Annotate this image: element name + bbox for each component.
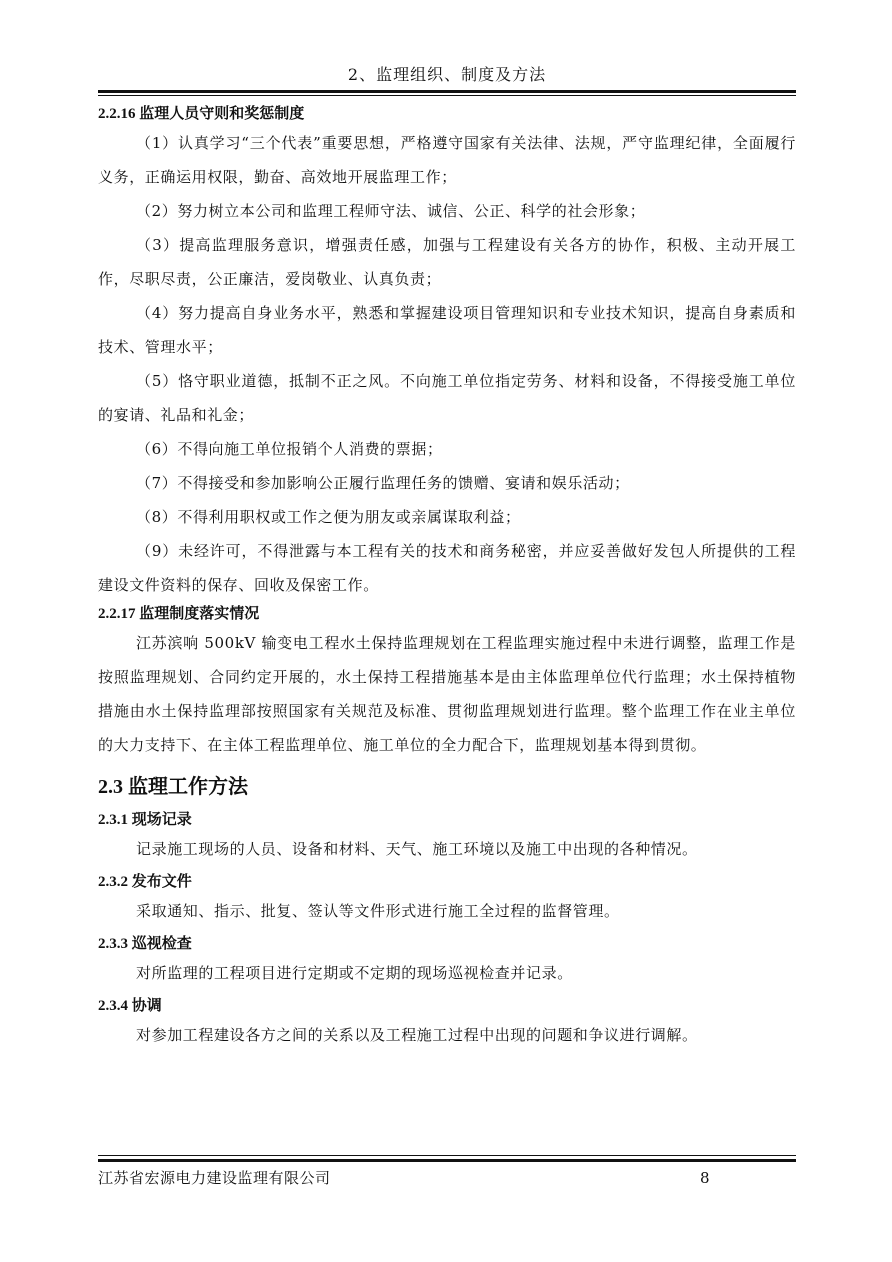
footer-page-number: 8 [700,1169,710,1187]
footer-rule-thick [98,1159,796,1162]
section-heading-2-3: 2.3 监理工作方法 [98,776,248,798]
section-heading-2-3-3: 2.3.3 巡视检查 [98,936,192,952]
header-rule-thick [98,90,796,93]
section-heading-2-3-2: 2.3.2 发布文件 [98,874,192,890]
list-item: （9）未经许可，不得泄露与本工程有关的技术和商务秘密，并应妥善做好发包人所提供的工程建设文件资料的保存、回收及保密工作。 [98,542,796,594]
section-heading-2-3-1: 2.3.1 现场记录 [98,812,192,828]
section-body-2-3-1: 记录施工现场的人员、设备和材料、天气、施工环境以及施工中出现的各种情况。 [136,840,698,858]
section-heading-2-2-16: 2.2.16 监理人员守则和奖惩制度 [98,106,305,122]
list-item: （2）努力树立本公司和监理工程师守法、诚信、公正、科学的社会形象； [136,202,646,220]
list-item: （7）不得接受和参加影响公正履行监理任务的馈赠、宴请和娱乐活动； [136,474,630,492]
footer-company-name: 江苏省宏源电力建设监理有限公司 [98,1169,331,1187]
section-body-2-3-2: 采取通知、指示、批复、签认等文件形式进行施工全过程的监督管理。 [136,902,620,920]
list-item: （1）认真学习“三个代表”重要思想，严格遵守国家有关法律、法规，严守监理纪律，全面履行义务，正确运用权限，勤奋、高效地开展监理工作； [98,134,796,186]
header-rule-thin [98,95,796,96]
list-item: （3）提高监理服务意识，增强责任感，加强与工程建设有关各方的协作，积极、主动开展工作，尽职尽责，公正廉洁，爱岗敬业、认真负责； [98,236,796,288]
page-content [98,102,796,1056]
page-header-title: 2、监理组织、制度及方法 [347,65,547,84]
list-item: （4）努力提高自身业务水平，熟悉和掌握建设项目管理知识和专业技术知识，提高自身素质和技术、管理水平； [98,304,796,356]
footer-rule-thin [98,1155,796,1156]
list-item: （5）恪守职业道德，抵制不正之风。不向施工单位指定劳务、材料和设备，不得接受施工单位的宴请、礼品和礼金； [98,372,796,424]
section-heading-2-2-17: 2.2.17 监理制度落实情况 [98,606,260,622]
section-body-2-3-4: 对参加工程建设各方之间的关系以及工程施工过程中出现的问题和争议进行调解。 [136,1026,698,1044]
list-item: （8）不得利用职权或工作之便为朋友或亲属谋取利益； [136,508,521,526]
section-body-2-2-17: 江苏滨响 500kV 输变电工程水土保持监理规划在工程监理实施过程中未进行调整，监理工作是按照监理规划、合同约定开展的，水土保持工程措施基本是由主体监理单位代行监理；水土保持植物措施由水土保持监理部按照国家有关规范及标准、贯彻监理规划进行监理。整个监理工作在业主单位的大力支持下、在主体工程监理单位、施工单位的全力配合下，监理规划基本得到贯彻。 [98,634,796,754]
section-body-2-3-3: 对所监理的工程项目进行定期或不定期的现场巡视检查并记录。 [136,964,573,982]
list-item: （6）不得向施工单位报销个人消费的票据； [136,440,443,458]
section-heading-2-3-4: 2.3.4 协调 [98,998,162,1014]
